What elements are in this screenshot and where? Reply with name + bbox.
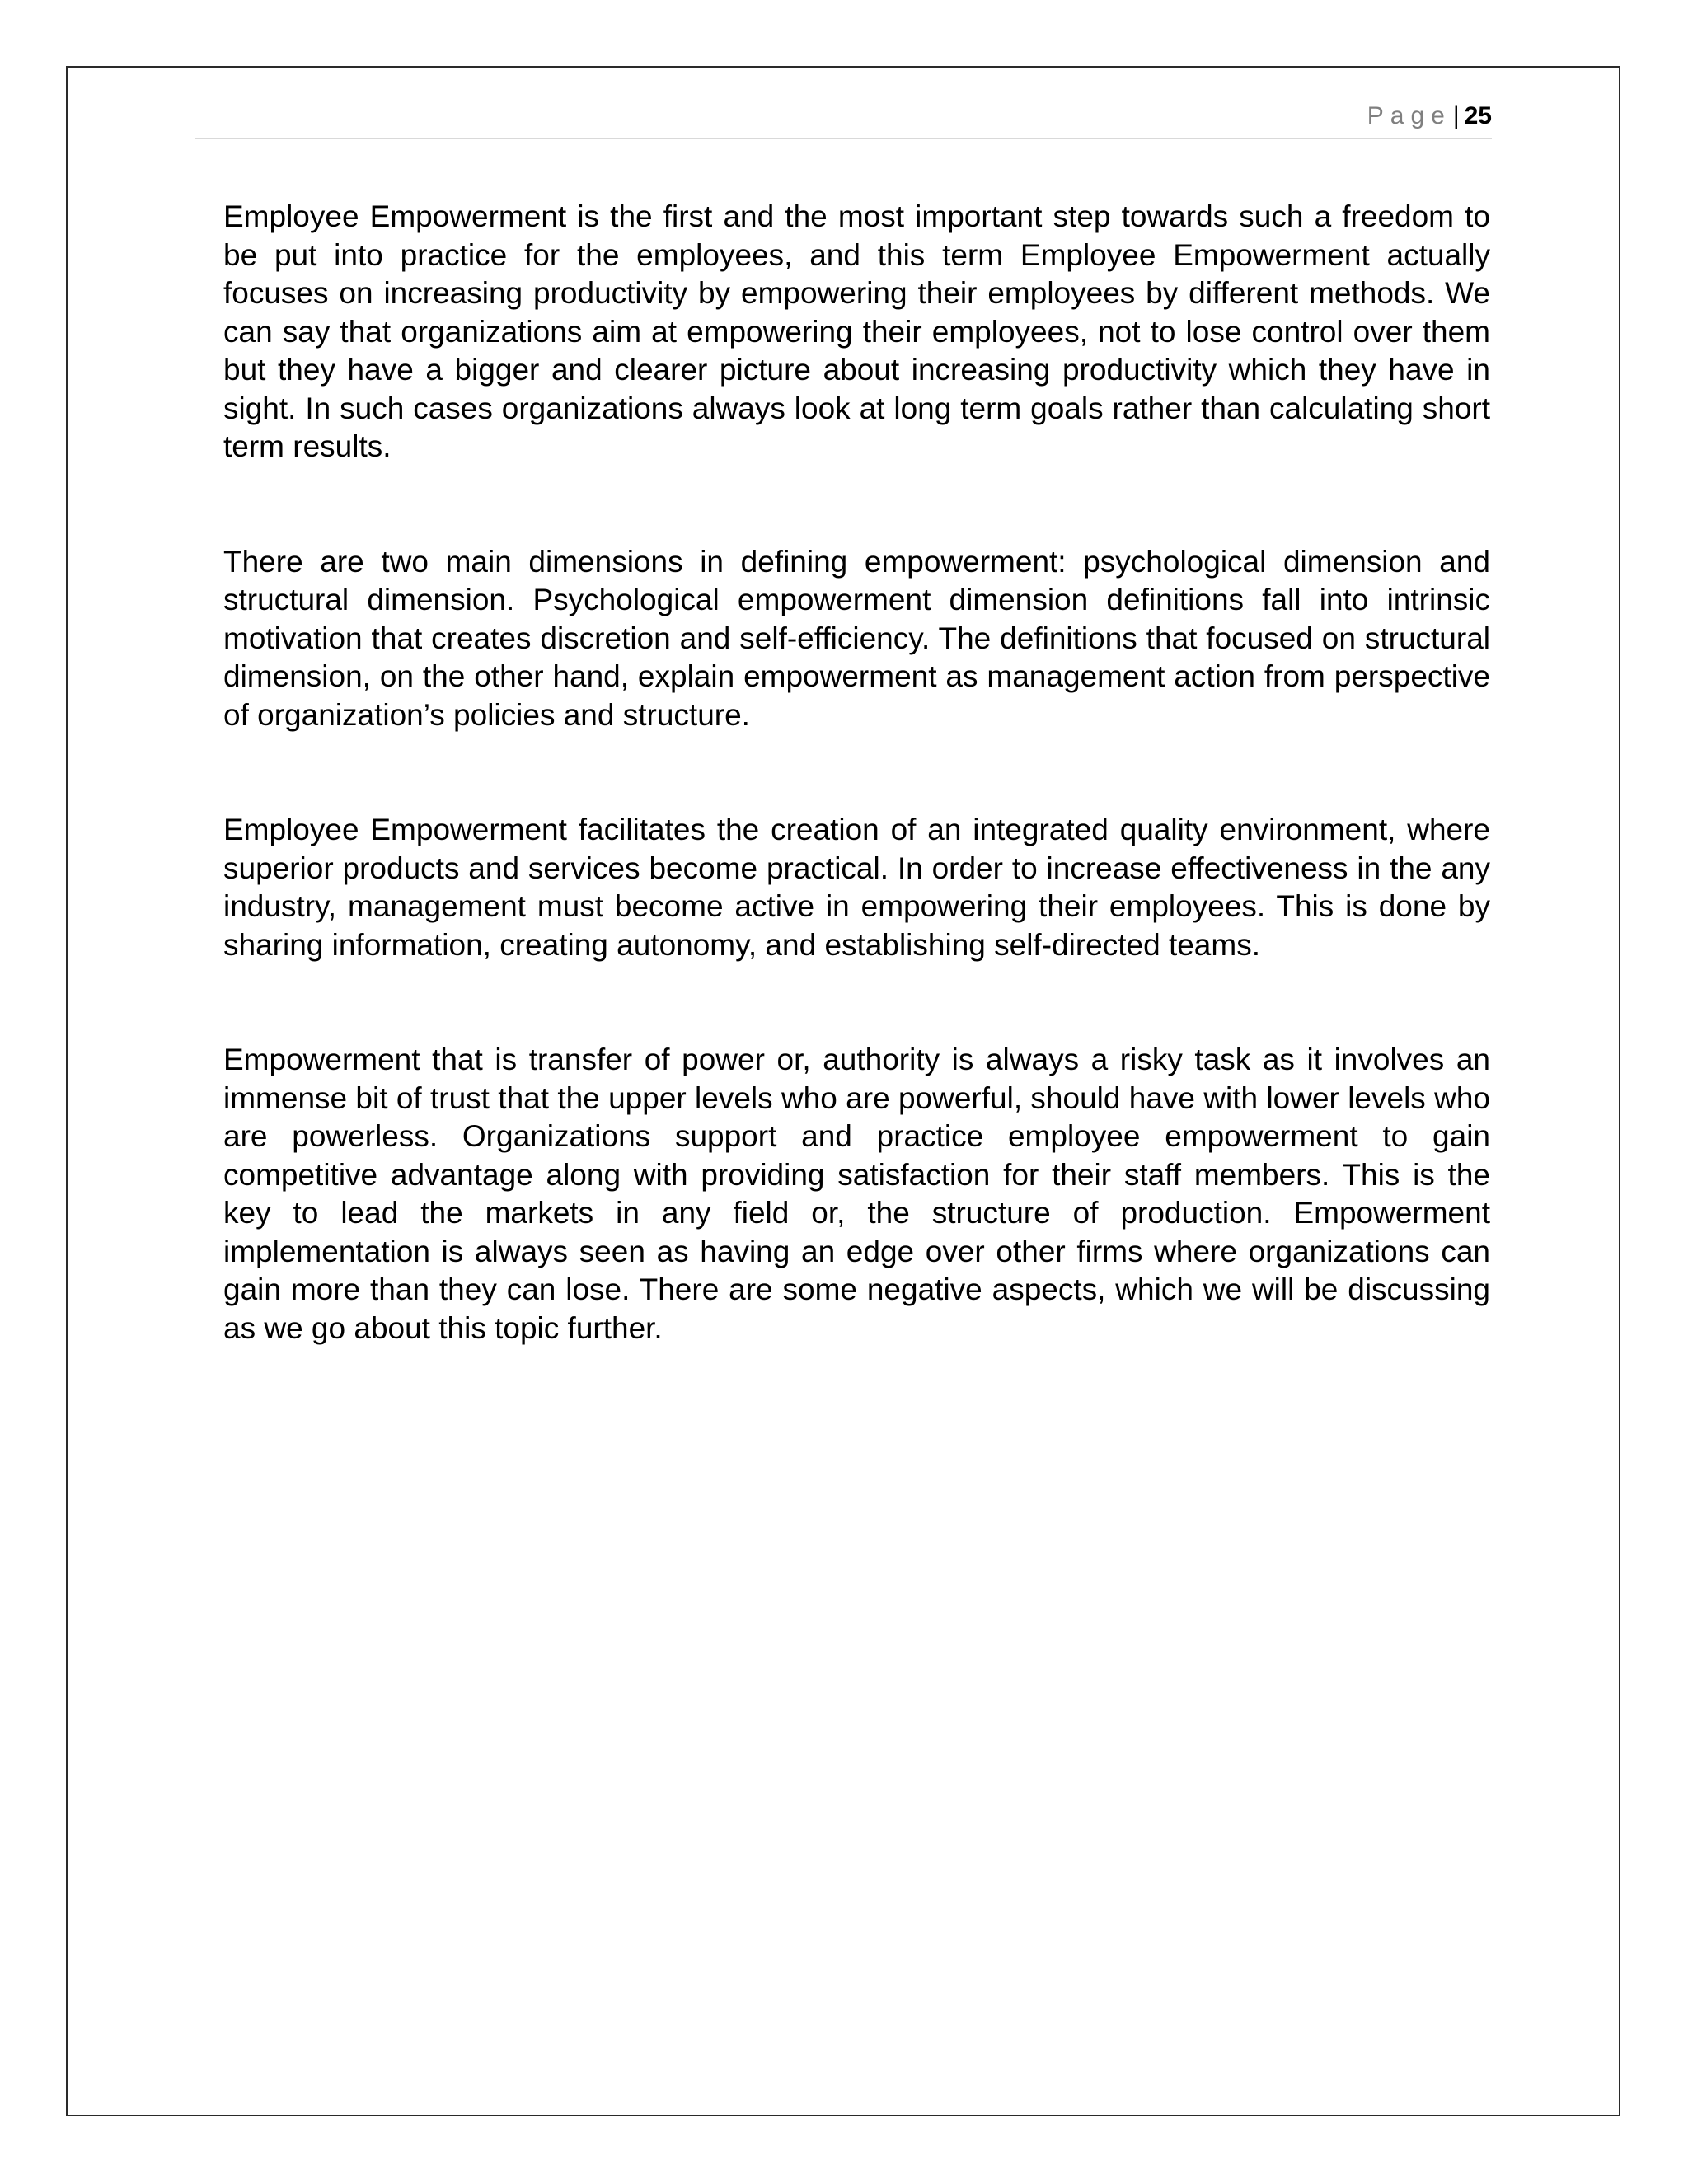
page-header [195,97,1492,139]
paragraph-3: Employee Empowerment facilitates the creation of an integrated quality environment, where superior products and services become practical. In order to increase effectiveness in the any industry, management must become active in empowering their employees. This is done by sharing information, creating autonomy, and establishing self-directed teams. [223,813,1490,962]
page-separator: | [1452,102,1460,129]
page-number: 25 [1464,102,1492,129]
paragraph-2: There are two main dimensions in defining empowerment: psychological dimension and structural dimension. Psychological empowerment dimension definitions fall into intrinsic motivation that creates discretion and self-efficiency. The definitions that focused on structural dimension, on the other hand, explain empowerment as management action from perspective of organization’s policies and structure. [223,544,1490,732]
page-number-label [1367,102,1492,130]
page-word: Page [1367,102,1451,129]
document-body [223,198,1490,1424]
paragraph-1: Employee Empowerment is the first and the most important step towards such a freedom to be put into practice for the employees, and this term Employee Empowerment actually focuses on increasing productivity by empowering their employees by different methods. We can say that organizations aim at empowering their employees, not to lose control over them but they have a bigger and clearer picture about increasing productivity which they have in sight. In such cases organizations always look at long term goals rather than calculating short term results. [223,199,1490,463]
paragraph-4: Empowerment that is transfer of power or, authority is always a risky task as it involves an immense bit of trust that the upper levels who are powerful, should have with lower levels who are powerless. Organizations support and practice employee empowerment to gain competitive advantage along with providing satisfaction for their staff members. This is the key to lead the markets in any field or, the structure of production. Empowerment implementation is always seen as having an edge over other firms where organizations can gain more than they can lose. There are some negative aspects, which we will be discussing as we go about this topic further. [223,1043,1490,1345]
